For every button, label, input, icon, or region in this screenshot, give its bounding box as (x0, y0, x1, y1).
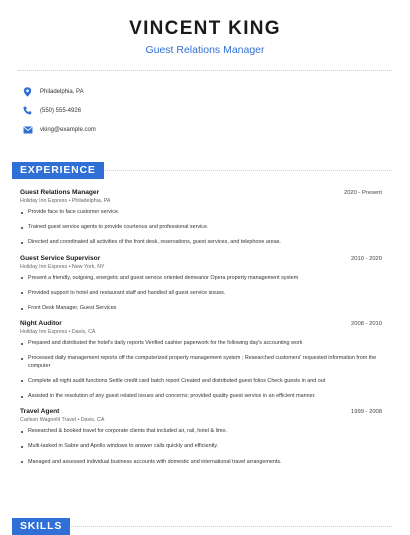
experience-heading: EXPERIENCE (12, 162, 104, 179)
job-company: Holiday Inn Express • Philadelphia, PA (20, 198, 111, 204)
experience-list (20, 189, 382, 474)
bullet-item: Researched & booked travel for corporate clients that included air, rail, hotel & limo. (20, 428, 382, 435)
job-entry (20, 255, 382, 313)
contact-location (22, 82, 410, 101)
job-bullets (20, 275, 382, 313)
job-bullets (20, 340, 382, 400)
job-dates: 2010 - 2020 (351, 255, 382, 262)
bullet-item: Provide face to face customer service. (20, 209, 382, 216)
job-company: Holiday Inn Express • Davis, CA (20, 329, 96, 336)
bullet-item: Front Desk Manager, Guest Services (20, 305, 382, 312)
candidate-title: Guest Relations Manager (145, 44, 265, 56)
bullet-item: Complete all night audit functions Settle credit card batch report Created and distributed guest folios Check guests in and out (20, 378, 382, 385)
job-entry (20, 408, 382, 466)
job-title: Night Auditor (20, 320, 62, 328)
bullet-item: Present a friendly, outgoing, energetic and guest service oriented demeanor Opera property management system (20, 275, 382, 282)
bullet-item: Prepared and distributed the hotel's daily reports Verified cashier paperwork for the following day's accounting work (20, 340, 382, 347)
job-title: Guest Relations Manager (20, 189, 100, 196)
bullet-item: Assisted in the resolution of any guest related issues and concerns; provided quality guest service in an efficient manner. (20, 393, 382, 400)
phone-text: (550) 555-4926 (40, 107, 82, 114)
resume-header (0, 0, 410, 56)
contact-email[interactable] (22, 120, 410, 139)
contact-list (0, 71, 410, 139)
location-text: Philadelphia, PA (40, 88, 84, 95)
job-bullets (20, 428, 382, 466)
email-icon (22, 124, 33, 135)
job-entry (20, 320, 382, 400)
skills-heading: SKILLS (12, 518, 70, 535)
job-dates: 2020 - Present (343, 190, 382, 196)
job-company: Carlson Wagonlit Travel • Davis, CA (20, 417, 105, 424)
job-title: Travel Agent (20, 408, 60, 416)
bullet-item: Multi-tasked in Sabre and Apollo windows to answer calls quickly and efficiently. (20, 443, 382, 450)
job-title: Guest Service Supervisor (20, 254, 101, 262)
location-pin-icon (22, 86, 33, 97)
contact-phone (22, 101, 410, 120)
email-text[interactable]: vking@example.com (40, 126, 96, 133)
job-dates: 2008 - 2010 (351, 321, 382, 328)
job-company: Holiday Inn Express • New York, NY (20, 263, 105, 270)
bullet-item: Managed and assessed individual business accounts with domestic and international travel arrangements. (20, 459, 382, 466)
phone-icon (22, 105, 33, 116)
bullet-item: Processed daily management reports off the computerized property management system ; Researched customers' requested information from the computer (20, 355, 382, 369)
job-dates: 1999 - 2008 (351, 409, 382, 416)
job-entry (20, 189, 382, 247)
bullet-item: Provided support to hotel and restaurant staff and handled all guest service issues. (20, 290, 382, 297)
bullet-item: Directed and coordinated all activities of the front desk, reservations, guest services, and telephone areas. (20, 239, 382, 246)
bullet-item: Trained guest service agents to provide courteous and professional service. (20, 224, 382, 231)
job-bullets (20, 209, 382, 247)
candidate-name: VINCENT KING (129, 18, 281, 39)
